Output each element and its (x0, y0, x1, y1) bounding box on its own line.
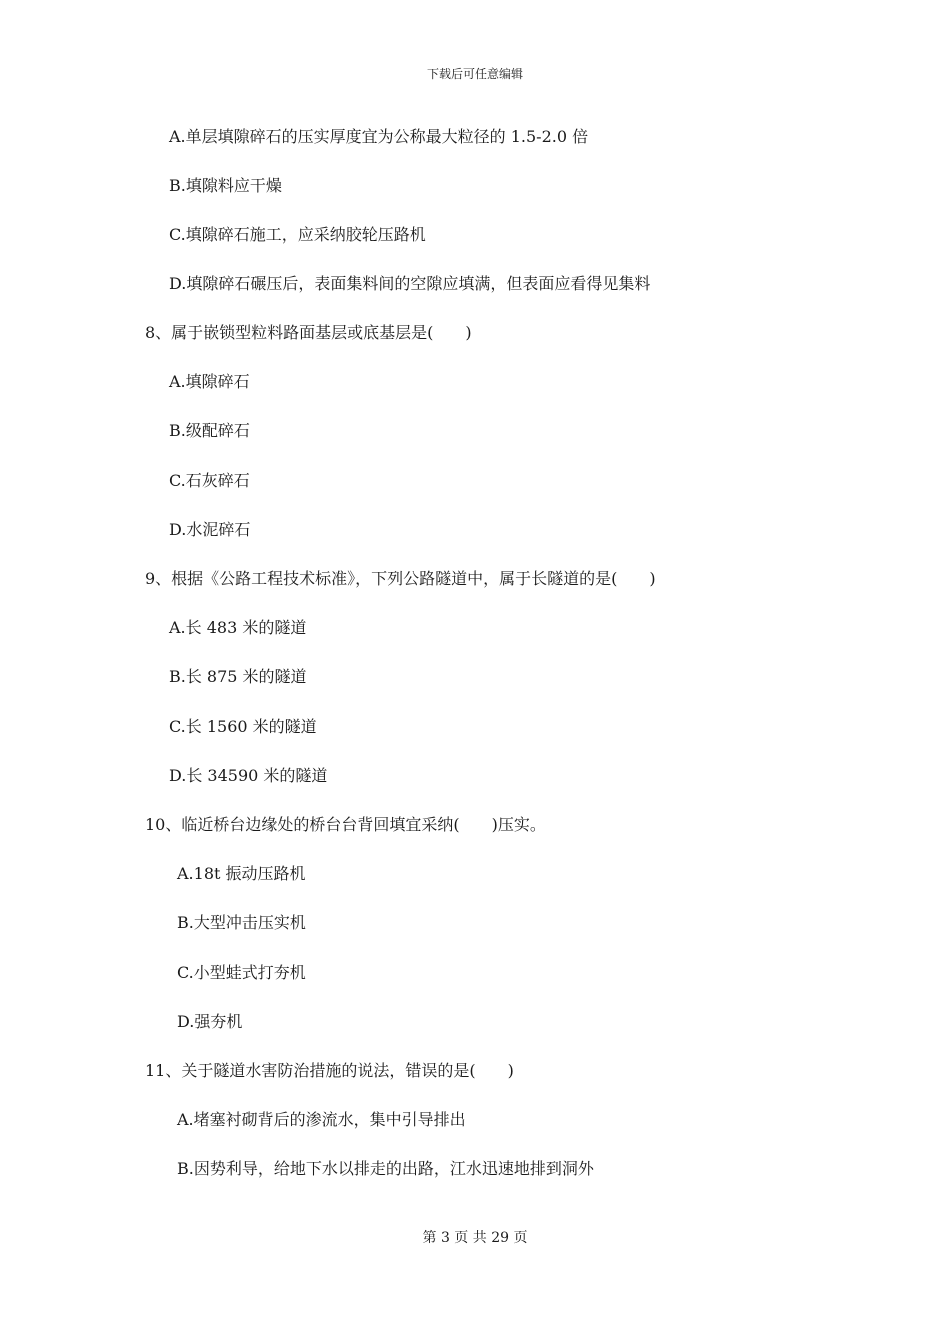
q11-option-a: A.堵塞衬砌背后的渗流水，集中引导排出 (177, 1110, 466, 1129)
q7-option-c: C.填隙碎石施工，应采纳胶轮压路机 (169, 225, 426, 244)
q10-option-a: A.18t 振动压路机 (177, 864, 306, 883)
q11-option-b: B.因势利导，给地下水以排走的出路，江水迅速地排到洞外 (177, 1159, 594, 1178)
q10-stem: 10、临近桥台边缘处的桥台台背回填宜采纳( )压实。 (145, 815, 546, 834)
q8-stem: 8、属于嵌锁型粒料路面基层或底基层是( ) (145, 323, 472, 342)
q10-option-d: D.强夯机 (177, 1012, 243, 1031)
q8-option-c: C.石灰碎石 (169, 471, 250, 490)
q10-option-c: C.小型蛙式打夯机 (177, 963, 306, 982)
q9-option-c: C.长 1560 米的隧道 (169, 717, 317, 736)
q9-option-a: A.长 483 米的隧道 (169, 618, 307, 637)
q10-option-b: B.大型冲击压实机 (177, 913, 306, 932)
q9-stem: 9、根据《公路工程技术标准》，下列公路隧道中，属于长隧道的是( ) (145, 569, 656, 588)
q9-option-d: D.长 34590 米的隧道 (169, 766, 328, 785)
q9-option-b: B.长 875 米的隧道 (169, 667, 307, 686)
q8-option-b: B.级配碎石 (169, 421, 250, 440)
page-header: 下载后可任意编辑 (426, 67, 523, 81)
q7-option-b: B.填隙料应干燥 (169, 176, 282, 195)
q8-option-a: A.填隙碎石 (169, 372, 250, 391)
q7-option-a: A.单层填隙碎石的压实厚度宜为公称最大粒径的 1.5-2.0 倍 (169, 127, 589, 146)
q7-option-d: D.填隙碎石碾压后，表面集料间的空隙应填满，但表面应看得见集料 (169, 274, 651, 293)
q11-stem: 11、关于隧道水害防治措施的说法，错误的是( ) (145, 1061, 514, 1080)
q8-option-d: D.水泥碎石 (169, 520, 251, 539)
page-footer: 第 3 页 共 29 页 (422, 1230, 528, 1246)
